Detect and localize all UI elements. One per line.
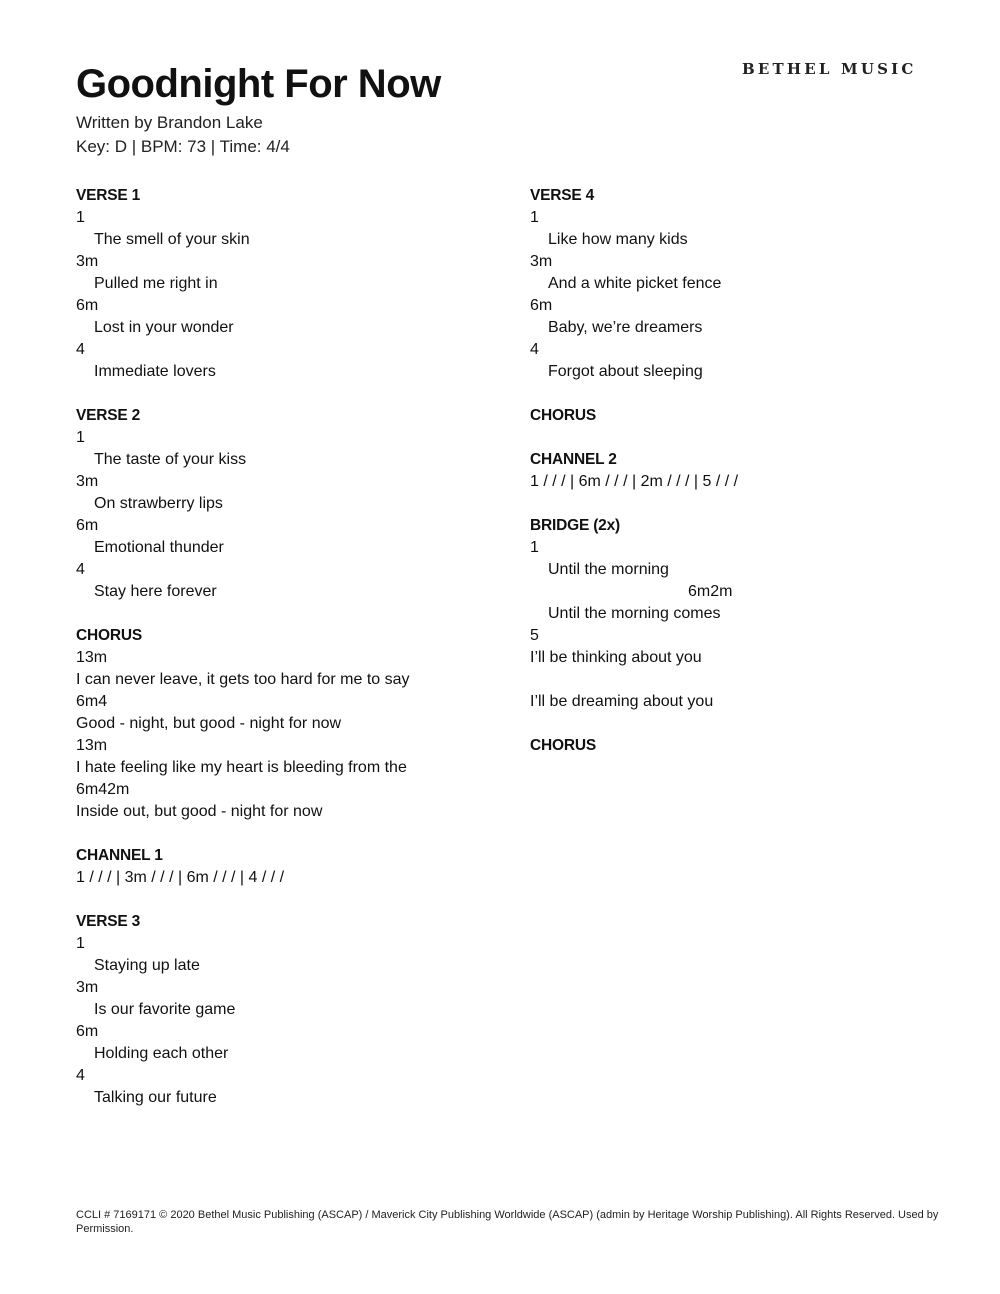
chord-line bbox=[76, 295, 506, 317]
chord-line bbox=[530, 537, 960, 559]
chord: 4 bbox=[98, 693, 108, 710]
chord-line bbox=[530, 251, 960, 273]
chord: 3m bbox=[84, 649, 108, 666]
text-line: Good - night, but good - night for now bbox=[76, 715, 342, 732]
right-column bbox=[530, 185, 960, 757]
chord-line bbox=[76, 691, 506, 713]
section-heading: VERSE 3 bbox=[76, 913, 141, 930]
lyric-line: Forgot about sleeping bbox=[548, 363, 703, 380]
lyric-line: And a white picket fence bbox=[548, 275, 722, 292]
chord: 6m bbox=[76, 517, 99, 534]
lyric-line: Staying up late bbox=[94, 957, 200, 974]
chord-line bbox=[76, 933, 506, 955]
blank-line bbox=[530, 383, 960, 405]
song-title: Goodnight For Now bbox=[76, 62, 441, 106]
lyric-line: Lost in your wonder bbox=[94, 319, 234, 336]
text-line: 1 / / / | 3m / / / | 6m / / / | 4 / / / bbox=[76, 869, 285, 886]
text-line: I hate feeling like my heart is bleeding from the bbox=[76, 759, 407, 776]
lyric-line: Holding each other bbox=[94, 1045, 229, 1062]
chord: 1 bbox=[76, 737, 85, 754]
lyric-line: Emotional thunder bbox=[94, 539, 224, 556]
chord-line bbox=[530, 625, 960, 647]
chord-line bbox=[530, 581, 960, 603]
chord: 1 bbox=[76, 209, 85, 226]
chord: 6m bbox=[688, 583, 711, 600]
chord: 1 bbox=[76, 935, 85, 952]
chord: 3m bbox=[76, 473, 99, 490]
chord: 1 bbox=[76, 429, 85, 446]
chord: 2m bbox=[107, 781, 130, 798]
blank-line bbox=[530, 493, 960, 515]
chord: 6m bbox=[76, 693, 99, 710]
chord-line bbox=[76, 977, 506, 999]
lyric-line: The taste of your kiss bbox=[94, 451, 247, 468]
chord-line bbox=[76, 647, 506, 669]
chord-line bbox=[530, 295, 960, 317]
section-heading: CHORUS bbox=[76, 627, 142, 644]
lyric-line: On strawberry lips bbox=[94, 495, 223, 512]
section-heading: CHANNEL 2 bbox=[530, 451, 617, 468]
lyric-line: Is our favorite game bbox=[94, 1001, 236, 1018]
chord-line bbox=[76, 735, 506, 757]
section-heading: VERSE 4 bbox=[530, 187, 595, 204]
lyric-line: Stay here forever bbox=[94, 583, 217, 600]
chord-line bbox=[76, 471, 506, 493]
blank-line bbox=[76, 383, 506, 405]
chord: 4 bbox=[76, 561, 85, 578]
chord: 6m bbox=[530, 297, 553, 314]
section-heading: CHORUS bbox=[530, 407, 596, 424]
lyric-line: Until the morning comes bbox=[548, 605, 721, 622]
section-heading: VERSE 2 bbox=[76, 407, 141, 424]
chord-line bbox=[76, 515, 506, 537]
chord: 5 bbox=[530, 627, 539, 644]
text-line: I’ll be thinking about you bbox=[530, 649, 702, 666]
lyric-line: Talking our future bbox=[94, 1089, 217, 1106]
lyric-line: Pulled me right in bbox=[94, 275, 218, 292]
lyric-line: Immediate lovers bbox=[94, 363, 216, 380]
chord: 2m bbox=[710, 583, 733, 600]
chord-line bbox=[76, 1065, 506, 1087]
lyric-line: Until the morning bbox=[548, 561, 669, 578]
chord-line bbox=[530, 339, 960, 361]
blank-line bbox=[76, 889, 506, 911]
chord-line bbox=[76, 1021, 506, 1043]
chord: 4 bbox=[76, 1067, 85, 1084]
text-line: 1 / / / | 6m / / / | 2m / / / | 5 / / / bbox=[530, 473, 739, 490]
chord: 6m bbox=[76, 1023, 99, 1040]
chord: 6m bbox=[76, 297, 99, 314]
lyric-line: The smell of your skin bbox=[94, 231, 250, 248]
songwriter-credit: Written by Brandon Lake bbox=[76, 113, 263, 132]
chord: 1 bbox=[530, 539, 539, 556]
chord: 4 bbox=[530, 341, 539, 358]
publisher-logo: BETHEL MUSIC bbox=[742, 60, 917, 78]
blank-line bbox=[530, 713, 960, 735]
song-meta: Key: D | BPM: 73 | Time: 4/4 bbox=[76, 137, 290, 156]
chord: 3m bbox=[76, 253, 99, 270]
chord-line bbox=[530, 207, 960, 229]
chord: 6m bbox=[76, 781, 99, 798]
text-line: I’ll be dreaming about you bbox=[530, 693, 714, 710]
chord-line bbox=[76, 339, 506, 361]
lyric-line: Like how many kids bbox=[548, 231, 688, 248]
chord: 1 bbox=[530, 209, 539, 226]
left-column bbox=[76, 185, 506, 1109]
section-heading: CHANNEL 1 bbox=[76, 847, 163, 864]
chord: 3m bbox=[84, 737, 108, 754]
chord: 4 bbox=[98, 781, 108, 798]
chord-line bbox=[76, 427, 506, 449]
chord-line bbox=[76, 779, 506, 801]
blank-line bbox=[530, 427, 960, 449]
chord-line bbox=[76, 207, 506, 229]
text-line: I can never leave, it gets too hard for me to say bbox=[76, 671, 410, 688]
chord: 4 bbox=[76, 341, 85, 358]
lyric-line: Baby, we’re dreamers bbox=[548, 319, 703, 336]
section-heading: BRIDGE (2x) bbox=[530, 517, 620, 534]
chord: 3m bbox=[530, 253, 553, 270]
section-heading: CHORUS bbox=[530, 737, 596, 754]
section-heading: VERSE 1 bbox=[76, 187, 141, 204]
copyright-footer: CCLI # 7169171 © 2020 Bethel Music Publishing (ASCAP) / Maverick City Publishing Worldwide (ASCAP) (admin by Heritage Worship Publishing). All Rights Reserved. Used by Permission. bbox=[76, 1209, 939, 1235]
text-line: Inside out, but good - night for now bbox=[76, 803, 323, 820]
blank-line bbox=[76, 823, 506, 845]
chord: 3m bbox=[76, 979, 99, 996]
chord-line bbox=[76, 559, 506, 581]
chord: 1 bbox=[76, 649, 85, 666]
blank-line bbox=[530, 669, 960, 691]
chord-line bbox=[76, 251, 506, 273]
blank-line bbox=[76, 603, 506, 625]
